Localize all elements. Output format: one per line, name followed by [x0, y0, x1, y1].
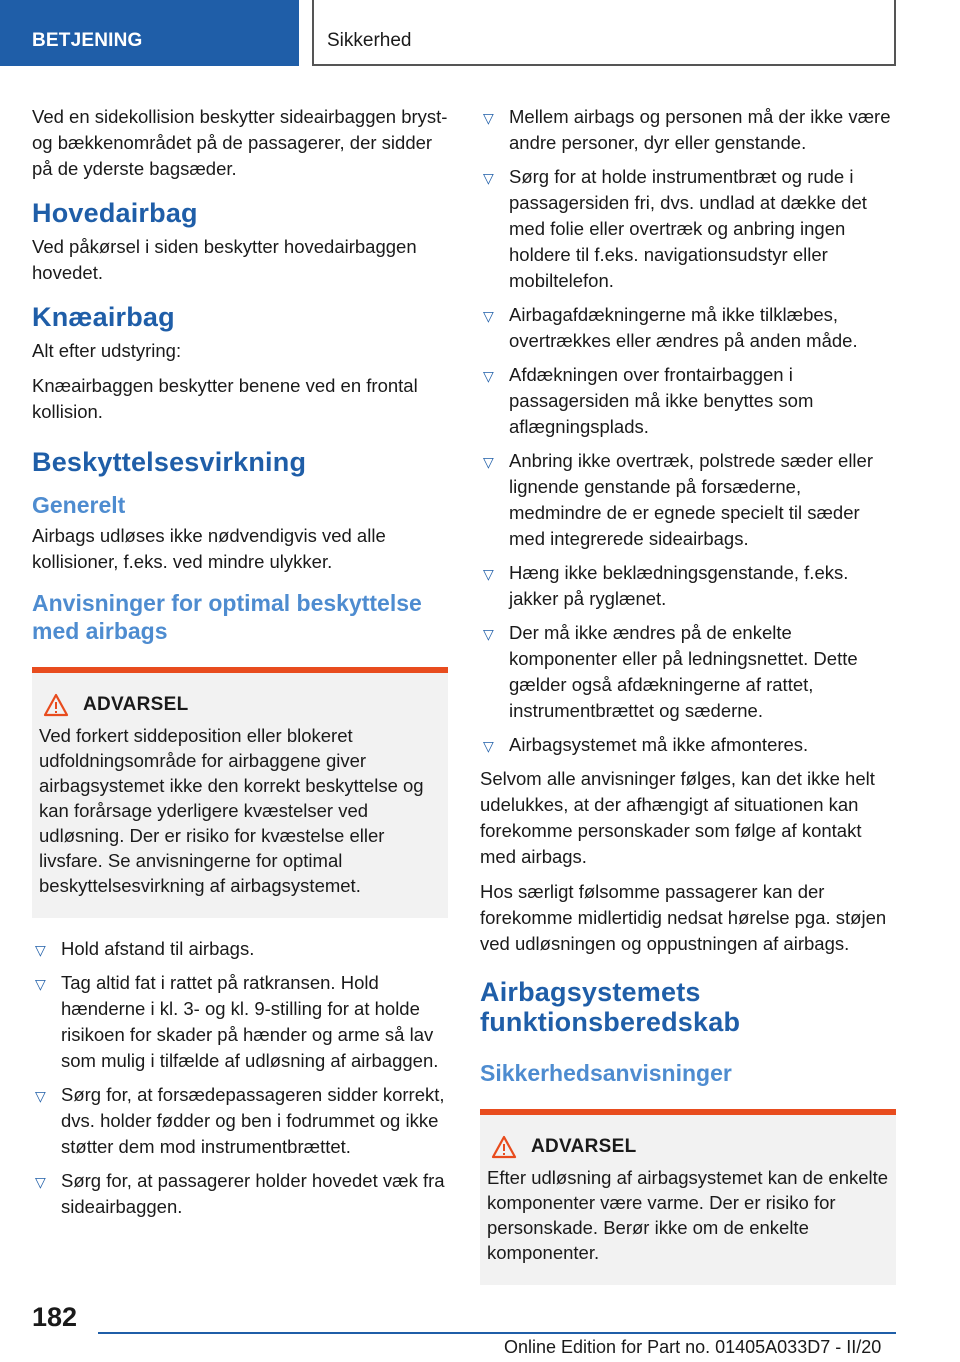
footer-divider	[98, 1332, 896, 1334]
list-item: ▽ Airbagafdækningerne må ikke tilklæbes, overtrækkes eller ændres på anden måde.	[483, 304, 858, 351]
triangle-bullet-icon: ▽	[483, 454, 494, 470]
warning-box	[32, 667, 448, 918]
list-item: ▽ Hold afstand til airbags.	[32, 936, 448, 962]
triangle-bullet-icon: ▽	[35, 1174, 46, 1190]
heading-knaeairbag: Knæairbag	[32, 302, 175, 332]
triangle-bullet-icon: ▽	[483, 626, 494, 642]
list-item: ▽ Afdækningen over frontairbaggen i passagersiden må ikke benyttes som aflægningsplads.	[483, 364, 814, 437]
knaeairbag-paragraph-2: Knæairbaggen beskytter benene ved en frontal kollision.	[32, 375, 418, 422]
header-topic-label: Sikkerhed	[327, 30, 412, 51]
generelt-paragraph: Airbags udløses ikke nødvendigvis ved alle kollisioner, f.eks. ved mindre ulykker.	[32, 525, 386, 572]
right-column	[480, 104, 896, 1303]
warning-box	[480, 1109, 896, 1285]
list-item: ▽ Hæng ikke beklædningsgenstande, f.eks. jakker på ryglænet.	[483, 562, 849, 609]
paragraph-hos: Hos særligt følsomme passagerer kan der forekomme midlertidig nedsat hørelse pga. støjen ved udløsningen og oppustningen af airbags.	[480, 881, 887, 954]
warning-title: ADVARSEL	[531, 1136, 637, 1157]
list-item: ▽ Sørg for, at forsædepassageren sidder korrekt, dvs. holder fødder og ben i fodrummet og ikke støtter dem mod instrumentbrættet.	[35, 1084, 445, 1157]
paragraph-selvom: Selvom alle anvisninger følges, kan det ikke helt udelukkes, at der afhængigt af situationen kan forekomme personskader som følge af kontakt med airbags.	[480, 768, 875, 867]
footer-edition: Online Edition for Part no. 01405A033D7 - II/20	[504, 1337, 882, 1357]
page-number: 182	[32, 1302, 78, 1332]
triangle-bullet-icon: ▽	[483, 170, 494, 186]
triangle-bullet-icon: ▽	[483, 566, 494, 582]
triangle-bullet-icon: ▽	[483, 308, 494, 324]
triangle-bullet-icon: ▽	[483, 738, 494, 754]
knaeairbag-paragraph-1: Alt efter udstyring:	[32, 340, 182, 361]
header-section-label: BETJENING	[32, 30, 143, 51]
bullet-list-left	[32, 936, 448, 1220]
warning-text: Efter udløsning af airbagsystemet kan de enkelte komponenter være varme. Der er risiko for personskade. Berør ikke om de enkelte komponenter.	[487, 1167, 889, 1263]
hovedairbag-paragraph: Ved påkørsel i siden beskytter hovedairbaggen hovedet.	[32, 236, 417, 283]
header-section-tab	[0, 0, 299, 66]
warning-title-row	[487, 1135, 889, 1159]
list-item: ▽ Sørg for at holde instrumentbræt og rude i passagersiden fri, dvs. undlad at dække det med folie eller overtræk og anbring ingen holdere til f.eks. navigationsudstyr eller mobiltelefon.	[483, 166, 867, 291]
triangle-bullet-icon: ▽	[35, 942, 46, 958]
list-item: ▽ Der må ikke ændres på de enkelte komponenter eller på ledningsnettet. Dette gælder også afdækningerne af rattet, instrumentbrættet og sæderne.	[483, 622, 858, 721]
left-column	[32, 104, 448, 1228]
triangle-bullet-icon: ▽	[483, 368, 494, 384]
intro-paragraph: Ved en sidekollision beskytter sideairbaggen bryst- og bækkenområdet på de passagerer, der sidder på de yderste bagsæder.	[32, 106, 448, 179]
heading-hovedairbag: Hovedairbag	[32, 198, 198, 228]
heading-beskyttelsesvirkning: Beskyttelsesvirkning	[32, 447, 307, 477]
list-item: ▽ Airbagsystemet må ikke afmonteres.	[480, 732, 896, 758]
heading-generelt: Generelt	[32, 492, 126, 518]
warning-triangle-icon	[491, 1135, 517, 1159]
list-item: ▽ Sørg for, at passagerer holder hovedet væk fra sideairbaggen.	[35, 1170, 445, 1217]
heading-sikkerhedsanvisninger: Sikkerhedsanvisninger	[480, 1060, 732, 1086]
warning-title-row	[39, 693, 441, 717]
bullet-list-right	[480, 104, 896, 758]
heading-airbagsystemets: Airbagsystemets funktionsberedskab	[480, 977, 741, 1037]
triangle-bullet-icon: ▽	[483, 110, 494, 126]
list-item: ▽ Mellem airbags og personen må der ikke være andre personer, dyr eller genstande.	[483, 106, 891, 153]
triangle-bullet-icon: ▽	[35, 1088, 46, 1104]
warning-text: Ved forkert siddeposition eller blokeret udfoldningsområde for airbaggene giver airbagsystemet ikke den korrekt beskyttelse og kan forårsage yderligere kvæstelser ved udløsning. Der er risiko for kvæstelse eller livsfare. Se anvisningerne for optimal beskyttelsesvirkning af airbagsystemet.	[39, 725, 424, 896]
triangle-bullet-icon: ▽	[35, 976, 46, 992]
warning-triangle-icon	[43, 693, 69, 717]
list-item: ▽ Anbring ikke overtræk, polstrede sæder eller lignende genstande på forsæderne, medmindre de er egnede specielt til sæder med integrerede sideairbags.	[483, 450, 873, 549]
warning-title: ADVARSEL	[83, 694, 189, 715]
heading-anvisninger: Anvisninger for optimal beskyttelse med airbags	[32, 590, 422, 644]
list-item: ▽ Tag altid fat i rattet på ratkransen. Hold hænderne i kl. 3- og kl. 9-stilling for at holde risikoen for skader på hænder og arme så lav som mulig i tilfælde af udløsning af airbaggen.	[35, 972, 439, 1071]
header-topic-tab	[312, 0, 896, 66]
